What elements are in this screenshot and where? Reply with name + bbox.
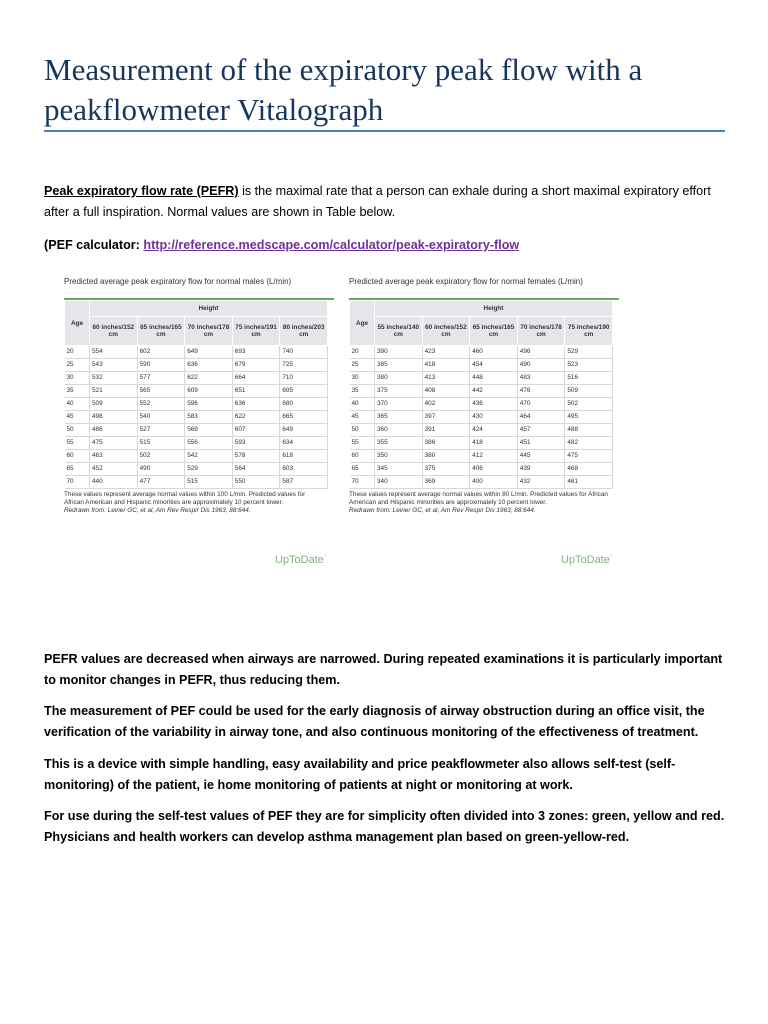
pef-value-cell: 340 (375, 476, 423, 489)
table-row (65, 476, 328, 489)
pef-value-cell: 369 (422, 476, 470, 489)
males-note-text: These values represent average normal values within 100 L/min. Predicted values for African American and Hispanic minorities are approximately 10 percent lower. (64, 491, 306, 506)
height-col-header: 65 inches/165 cm (470, 317, 518, 346)
pef-value-cell: 664 (232, 372, 280, 385)
pef-value-cell: 496 (517, 346, 565, 359)
table-row (350, 450, 613, 463)
males-table-note (64, 491, 326, 515)
pef-value-cell: 350 (375, 450, 423, 463)
uptodate-logo-females: UpToDate° (561, 554, 612, 566)
pef-value-cell: 412 (470, 450, 518, 463)
pef-value-cell: 578 (232, 450, 280, 463)
height-col-header: 60 inches/152 cm (90, 317, 138, 346)
pef-value-cell: 679 (232, 359, 280, 372)
pef-value-cell: 542 (185, 450, 233, 463)
pef-value-cell: 527 (137, 424, 185, 437)
calculator-line (44, 235, 734, 256)
height-col-header: 60 inches/152 cm (422, 317, 470, 346)
pef-value-cell: 498 (90, 411, 138, 424)
pef-value-cell: 552 (137, 398, 185, 411)
age-cell: 35 (65, 385, 90, 398)
pef-value-cell: 556 (185, 437, 233, 450)
pef-value-cell: 515 (137, 437, 185, 450)
height-col-header: 65 inches/165 cm (137, 317, 185, 346)
pef-value-cell: 380 (375, 372, 423, 385)
height-col-header: 70 inches/178 cm (185, 317, 233, 346)
pef-value-cell: 380 (422, 450, 470, 463)
pef-value-cell: 622 (232, 411, 280, 424)
pef-value-cell: 390 (375, 346, 423, 359)
pef-value-cell: 488 (565, 424, 613, 437)
height-header: Height (375, 301, 613, 317)
age-cell: 70 (65, 476, 90, 489)
females-table-note (349, 491, 611, 515)
pef-value-cell: 554 (90, 346, 138, 359)
pef-value-cell: 636 (232, 398, 280, 411)
pef-value-cell: 475 (90, 437, 138, 450)
pef-value-cell: 602 (137, 346, 185, 359)
pef-value-cell: 461 (565, 476, 613, 489)
age-cell: 35 (350, 385, 375, 398)
pef-value-cell: 386 (422, 437, 470, 450)
pef-value-cell: 423 (422, 346, 470, 359)
height-col-header: 75 inches/190 cm (565, 317, 613, 346)
pef-value-cell: 529 (185, 463, 233, 476)
age-header: Age (65, 301, 90, 346)
pef-value-cell: 634 (280, 437, 328, 450)
pef-value-cell: 439 (517, 463, 565, 476)
title-underline (44, 130, 725, 132)
pef-value-cell: 476 (517, 385, 565, 398)
age-cell: 20 (350, 346, 375, 359)
pef-value-cell: 587 (280, 476, 328, 489)
table-row (65, 463, 328, 476)
body-paragraph-3: This is a device with simple handling, easy availability and price peakflowmeter also allows self-test (self-monitoring) of the patient, ie home monitoring of patients at night or monitoring at work. (44, 757, 676, 792)
table-row (350, 359, 613, 372)
page-title: Measurement of the expiratory peak flow with a peakflowmeter Vitalograph (44, 52, 643, 127)
pef-value-cell: 375 (375, 385, 423, 398)
females-note-text: These values represent average normal values within 80 L/min. Predicted values for African American and Hispanic minorities are approximately 10 percent lower. (349, 491, 608, 506)
pef-value-cell: 651 (232, 385, 280, 398)
body-paragraph-2: The measurement of PEF could be used for the early diagnosis of airway obstruction during an office visit, the verification of the variability in airway tone, and also continuous monitoring of the effectiveness of treatment. (44, 704, 705, 739)
pef-value-cell: 680 (280, 398, 328, 411)
intro-paragraph (44, 181, 734, 223)
table-row (350, 398, 613, 411)
pef-value-cell: 665 (280, 411, 328, 424)
height-col-header: 55 inches/140 cm (375, 317, 423, 346)
age-cell: 45 (65, 411, 90, 424)
pef-value-cell: 483 (517, 372, 565, 385)
intro-text: is the maximal rate that a person can exhale during a short maximal expiratory effort after a full inspiration. Normal values are shown in Table below. (44, 184, 711, 219)
pef-value-cell: 370 (375, 398, 423, 411)
pef-value-cell: 607 (232, 424, 280, 437)
table-row (350, 463, 613, 476)
pef-value-cell: 550 (232, 476, 280, 489)
pef-value-cell: 565 (137, 385, 185, 398)
body-paragraph-1: PEFR values are decreased when airways are narrowed. During repeated examinations it is particularly important to monitor changes in PEFR, thus reducing them. (44, 652, 723, 687)
height-header: Height (90, 301, 328, 317)
pef-value-cell: 523 (565, 359, 613, 372)
pef-value-cell: 502 (565, 398, 613, 411)
pef-value-cell: 515 (185, 476, 233, 489)
pef-value-cell: 569 (185, 424, 233, 437)
pef-value-cell: 413 (422, 372, 470, 385)
pef-value-cell: 345 (375, 463, 423, 476)
age-cell: 20 (65, 346, 90, 359)
pef-value-cell: 454 (470, 359, 518, 372)
pef-value-cell: 445 (517, 450, 565, 463)
pef-value-cell: 400 (470, 476, 518, 489)
pef-value-cell: 509 (565, 385, 613, 398)
table-row (65, 437, 328, 450)
pef-value-cell: 457 (517, 424, 565, 437)
table-row (65, 346, 328, 359)
pef-value-cell: 375 (422, 463, 470, 476)
age-cell: 50 (65, 424, 90, 437)
table-row (350, 411, 613, 424)
age-cell: 45 (350, 411, 375, 424)
pef-value-cell: 490 (517, 359, 565, 372)
males-table-caption: Predicted average peak expiratory flow for normal males (L/min) (64, 277, 292, 286)
pef-value-cell: 532 (90, 372, 138, 385)
table-row (65, 385, 328, 398)
pef-value-cell: 540 (137, 411, 185, 424)
pef-value-cell: 424 (470, 424, 518, 437)
pef-value-cell: 649 (185, 346, 233, 359)
pef-value-cell: 418 (470, 437, 518, 450)
pef-value-cell: 385 (375, 359, 423, 372)
age-cell: 55 (350, 437, 375, 450)
pef-value-cell: 408 (422, 385, 470, 398)
pef-value-cell: 451 (517, 437, 565, 450)
pef-value-cell: 436 (470, 398, 518, 411)
pef-value-cell: 355 (375, 437, 423, 450)
age-cell: 70 (350, 476, 375, 489)
pef-value-cell: 622 (185, 372, 233, 385)
table-row (65, 411, 328, 424)
table-row (350, 476, 613, 489)
pefr-term: Peak expiratory flow rate (PEFR) (44, 184, 239, 198)
table-row (65, 372, 328, 385)
pef-value-cell: 490 (137, 463, 185, 476)
age-header: Age (350, 301, 375, 346)
pef-value-cell: 725 (280, 359, 328, 372)
pef-value-cell: 710 (280, 372, 328, 385)
pef-value-cell: 740 (280, 346, 328, 359)
pef-value-cell: 448 (470, 372, 518, 385)
pef-value-cell: 477 (137, 476, 185, 489)
calculator-prefix: (PEF calculator: (44, 238, 144, 252)
pef-value-cell: 402 (422, 398, 470, 411)
pef-value-cell: 577 (137, 372, 185, 385)
pef-value-cell: 440 (90, 476, 138, 489)
pef-value-cell: 516 (565, 372, 613, 385)
males-table-block (64, 277, 334, 515)
age-cell: 40 (65, 398, 90, 411)
pef-value-cell: 397 (422, 411, 470, 424)
pef-value-cell: 442 (470, 385, 518, 398)
pef-value-cell: 452 (90, 463, 138, 476)
pef-value-cell: 529 (565, 346, 613, 359)
age-cell: 50 (350, 424, 375, 437)
pef-value-cell: 468 (565, 463, 613, 476)
pef-calculator-link[interactable]: http://reference.medscape.com/calculator/peak-expiratory-flow (143, 238, 520, 252)
pef-value-cell: 564 (232, 463, 280, 476)
age-cell: 65 (65, 463, 90, 476)
pef-value-cell: 543 (90, 359, 138, 372)
pef-value-cell: 486 (90, 424, 138, 437)
pef-value-cell: 593 (232, 437, 280, 450)
pef-value-cell: 495 (565, 411, 613, 424)
table-row (350, 385, 613, 398)
age-cell: 30 (65, 372, 90, 385)
pef-value-cell: 695 (280, 385, 328, 398)
pef-value-cell: 406 (470, 463, 518, 476)
pef-value-cell: 470 (517, 398, 565, 411)
females-table-caption: Predicted average peak expiratory flow for normal females (L/min) (349, 277, 583, 286)
age-cell: 60 (65, 450, 90, 463)
pef-value-cell: 583 (185, 411, 233, 424)
age-cell: 65 (350, 463, 375, 476)
pef-value-cell: 432 (517, 476, 565, 489)
pef-value-cell: 609 (185, 385, 233, 398)
pef-value-cell: 603 (280, 463, 328, 476)
pef-value-cell: 649 (280, 424, 328, 437)
pef-value-cell: 365 (375, 411, 423, 424)
pef-value-cell: 482 (565, 437, 613, 450)
table-row (350, 437, 613, 450)
table-row (65, 359, 328, 372)
pef-value-cell: 391 (422, 424, 470, 437)
pef-value-cell: 463 (90, 450, 138, 463)
table-row (350, 346, 613, 359)
table-row (65, 424, 328, 437)
body-paragraph-4: For use during the self-test values of PEF they are for simplicity often divided into 3 zones: green, yellow and red. Physicians and health workers can develop asthma management plan based on green-yellow-red. (44, 809, 725, 844)
table-row (65, 450, 328, 463)
pef-value-cell: 360 (375, 424, 423, 437)
males-table-body (65, 346, 328, 489)
height-col-header: 75 inches/191 cm (232, 317, 280, 346)
age-cell: 40 (350, 398, 375, 411)
table-row (350, 424, 613, 437)
table-row (350, 372, 613, 385)
uptodate-logo-males: UpToDate° (275, 554, 326, 566)
pef-value-cell: 430 (470, 411, 518, 424)
height-col-header: 80 inches/203 cm (280, 317, 328, 346)
pef-value-cell: 460 (470, 346, 518, 359)
age-cell: 25 (65, 359, 90, 372)
males-pef-table (64, 300, 328, 489)
uptodate-brand-text: UpToDate (275, 554, 324, 566)
females-table-block (349, 277, 619, 515)
age-cell: 30 (350, 372, 375, 385)
pef-value-cell: 475 (565, 450, 613, 463)
table-row (65, 398, 328, 411)
pef-value-cell: 590 (137, 359, 185, 372)
age-cell: 25 (350, 359, 375, 372)
pef-value-cell: 521 (90, 385, 138, 398)
pef-value-cell: 636 (185, 359, 233, 372)
females-source-text: Redrawn from: Leiner GC, et al, Am Rev Respir Dis 1963; 88:644. (349, 507, 536, 514)
pef-value-cell: 596 (185, 398, 233, 411)
pef-value-cell: 618 (280, 450, 328, 463)
pef-value-cell: 464 (517, 411, 565, 424)
pef-value-cell: 509 (90, 398, 138, 411)
females-table-body (350, 346, 613, 489)
age-cell: 55 (65, 437, 90, 450)
pef-value-cell: 502 (137, 450, 185, 463)
males-source-text: Redrawn from: Leiner GC, et al, Am Rev Respir Dis 1963; 88:644. (64, 507, 251, 514)
pef-value-cell: 418 (422, 359, 470, 372)
females-pef-table (349, 300, 613, 489)
uptodate-brand-text: UpToDate (561, 554, 610, 566)
height-col-header: 70 inches/178 cm (517, 317, 565, 346)
pef-value-cell: 693 (232, 346, 280, 359)
age-cell: 60 (350, 450, 375, 463)
